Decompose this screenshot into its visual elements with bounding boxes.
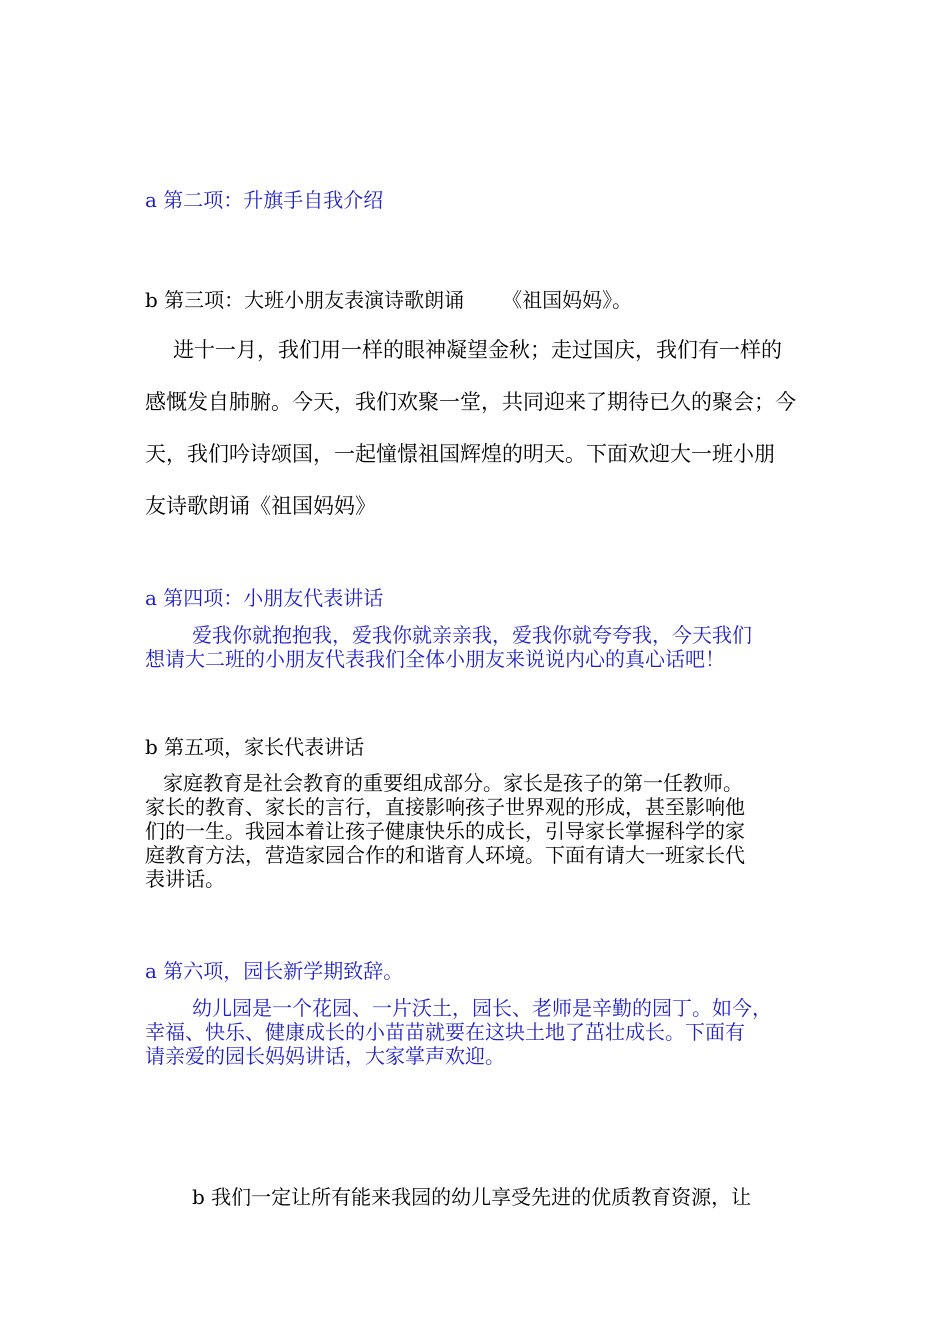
item5-line: 家长的教育、家长的言行，直接影响孩子世界观的形成，甚至影响他 [145, 795, 745, 819]
poem-intro-line: 进十一月，我们用一样的眼神凝望金秋；走过国庆，我们有一样的 [173, 338, 782, 362]
item5-line: 家庭教育是社会教育的重要组成部分。家长是孩子的第一任教师。 [163, 771, 743, 795]
item3-label: b 第三项：大班小朋友表演诗歌朗诵 [145, 288, 465, 312]
poem-intro-line: 友诗歌朗诵《祖国妈妈》 [145, 494, 376, 518]
item6-line: 幼儿园是一个花园、一片沃土，园长、老师是辛勤的园丁。如今， [192, 996, 772, 1020]
item5-line: 庭教育方法，营造家园合作的和谐育人环境。下面有请大一班家长代 [145, 843, 745, 867]
item6-line: 幸福、快乐、健康成长的小苗苗就要在这块土地了茁壮成长。下面有 [145, 1020, 745, 1044]
item4-line: 想请大二班的小朋友代表我们全体小朋友来说说内心的真心话吧！ [145, 647, 725, 671]
closing-line: b 我们一定让所有能来我园的幼儿享受先进的优质教育资源，让 [192, 1185, 752, 1209]
item5-paragraph [145, 771, 810, 891]
item4-line: 爱我你就抱抱我，爱我你就亲亲我，爱我你就夸夸我，今天我们 [192, 623, 752, 647]
item3-poem-title: 《祖国妈妈》。 [502, 288, 633, 312]
item4-heading: a 第四项：小朋友代表讲话 [145, 586, 384, 610]
item6-line: 请亲爱的园长妈妈讲话，大家掌声欢迎。 [145, 1044, 505, 1068]
item5-heading: b 第五项，家长代表讲话 [145, 735, 365, 759]
item6-paragraph [145, 996, 810, 1068]
item4-paragraph [145, 623, 810, 671]
poem-intro-line: 感慨发自肺腑。今天，我们欢聚一堂，共同迎来了期待已久的聚会；今 [145, 390, 796, 414]
poem-intro-paragraph [145, 338, 810, 546]
item3-heading [145, 288, 632, 312]
item5-line: 们的一生。我园本着让孩子健康快乐的成长，引导家长掌握科学的家 [145, 819, 745, 843]
item6-heading: a 第六项，园长新学期致辞。 [145, 959, 404, 983]
item5-line: 表讲话。 [145, 867, 225, 891]
poem-intro-line: 天，我们吟诗颂国，一起憧憬祖国辉煌的明天。下面欢迎大一班小朋 [145, 442, 775, 466]
item2-heading: a 第二项：升旗手自我介绍 [145, 188, 384, 212]
